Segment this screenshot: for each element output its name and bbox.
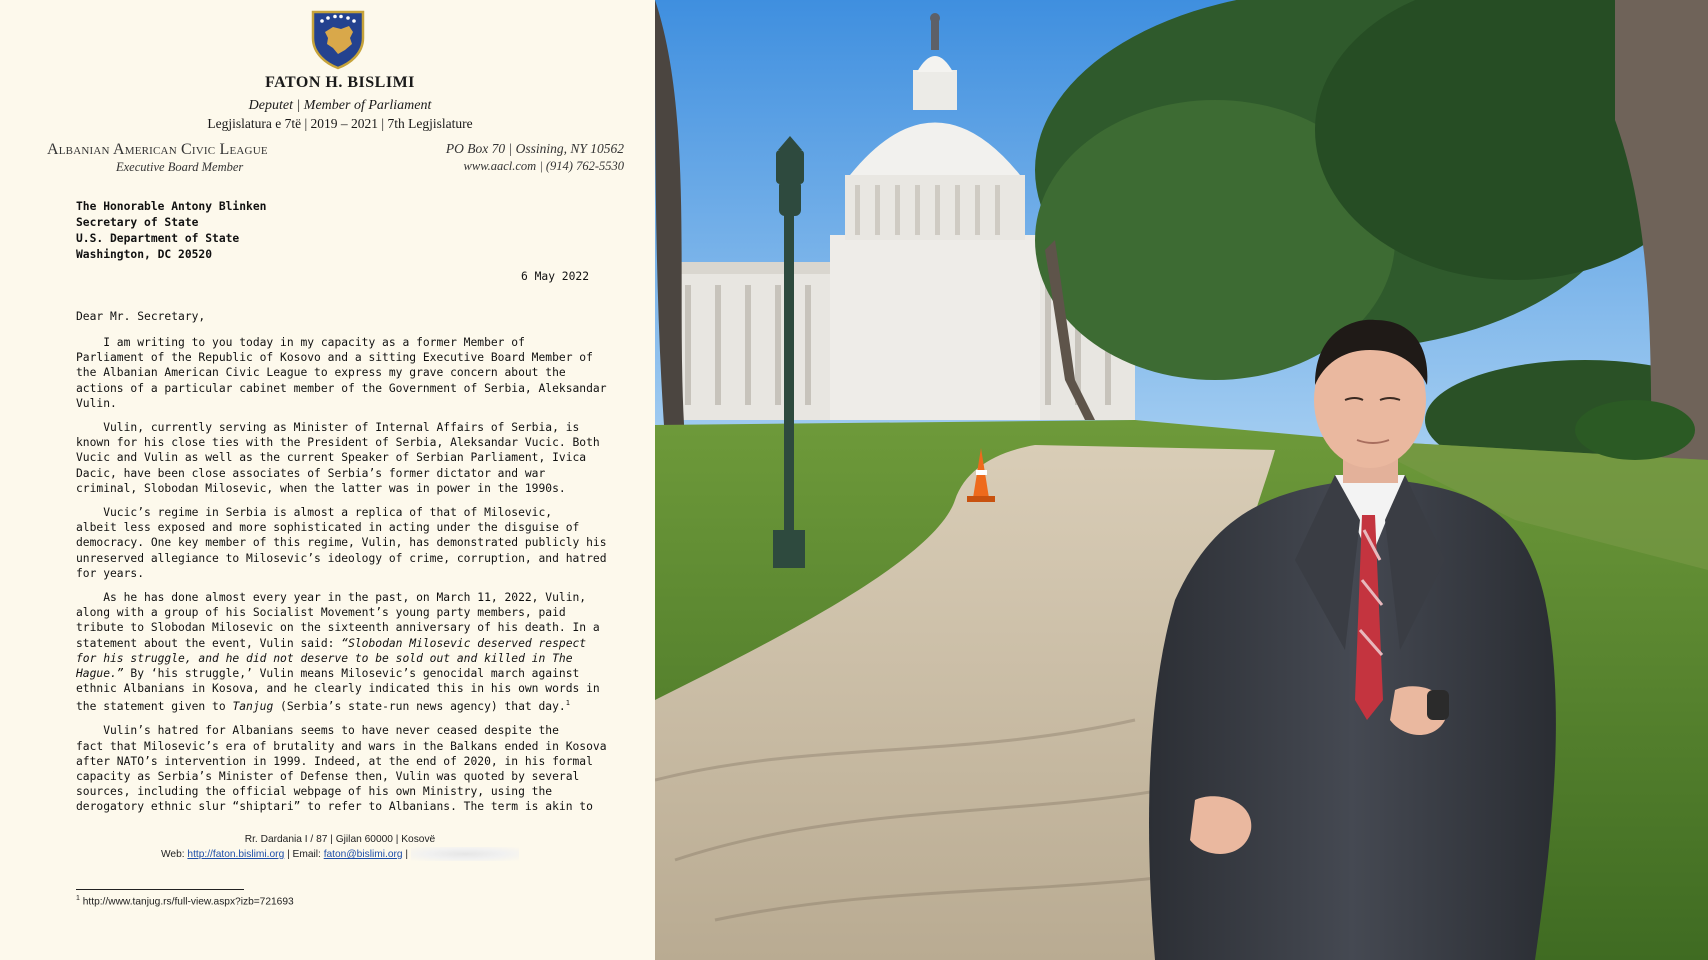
letterhead-name-block <box>0 74 655 132</box>
org-contact: www.aacl.com | (914) 762-5530 <box>463 159 624 173</box>
paragraph-text: (Serbia’s state-run news agency) that day. <box>273 700 566 714</box>
email-label: | Email: <box>284 849 324 860</box>
footer-contact <box>0 847 655 862</box>
paragraph-text: As he has done almost every year in the past, on March 11, 2022, Vulin, along with a group of his Socialist Movement’s young party members, paid tribute to Slobodan Milosevic on the sixteenth anniversary of his death. In a statement about the event, Vulin said: <box>76 591 600 650</box>
photo-illustration <box>655 0 1708 960</box>
letter-document <box>0 0 655 960</box>
paragraph: Vucic’s regime in Serbia is almost a replica of that of Milosevic, albeit less exposed and more sophisticated in acting under the disguise of democracy. One key member of this regime, Vulin, has demonstrated publicly his unreserved allegiance to Milosevic’s ideology of crime, corruption, and hatred for years. <box>76 506 607 580</box>
separator: | <box>402 849 409 860</box>
hedge <box>1575 400 1695 460</box>
footnote <box>76 895 294 907</box>
footer-address: Rr. Dardania I / 87 | Gjilan 60000 | Kosovë <box>244 834 436 845</box>
capitol-photo <box>655 0 1708 960</box>
org-name: Albanian American Civic League <box>47 141 268 158</box>
sender-name: FATON H. BISLIMI <box>265 74 415 91</box>
org-address: PO Box 70 | Ossining, NY 10562 <box>445 141 624 156</box>
quote-text: “Slobodan Milosevic deserved respect for his struggle, and he did not deserve to be sold out and killed in The Hague.” <box>76 636 587 681</box>
web-label: Web: <box>160 849 188 860</box>
recipient-line: The Honorable Antony Blinken <box>76 200 267 213</box>
org-title: Executive Board Member <box>116 160 244 174</box>
tanjug-text: Tanjug <box>232 700 274 714</box>
paragraph-text: By ‘his struggle,’ Vulin means Milosevic’s genocidal march against ethnic Albanians in Kosova, and he clearly indicated this in his own words in the statement given to <box>76 667 600 714</box>
legislature-line: Legjislatura e 7të | 2019 – 2021 | 7th Legjislature <box>207 116 473 131</box>
org-contact-block <box>446 141 624 174</box>
letter-footer <box>0 832 655 862</box>
recipient-line: Secretary of State <box>76 216 199 229</box>
letter-date: 6 May 2022 <box>521 270 590 283</box>
footnote-text: http://www.tanjug.rs/full-view.aspx?izb=721693 <box>79 896 294 908</box>
web-link[interactable]: http://faton.bislimi.org <box>187 849 285 860</box>
redacted-blur <box>411 847 519 861</box>
footnote-ref: 1 <box>565 699 570 708</box>
footnote-divider <box>76 889 244 890</box>
salutation: Dear Mr. Secretary, <box>76 310 206 323</box>
letter-body <box>76 335 616 824</box>
email-link[interactable]: faton@bislimi.org <box>323 849 403 860</box>
paragraph: I am writing to you today in my capacity as a former Member of Parliament of the Republic of Kosovo and a sitting Executive Board Member of the Albanian American Civic League to express my grave concern about the actions of a particular cabinet member of the Government of Serbia, Aleksandar Vulin. <box>76 336 607 410</box>
org-block <box>47 141 268 175</box>
footnote-mark: 1 <box>76 895 80 902</box>
paragraph <box>76 590 616 714</box>
recipient-line: Washington, DC 20520 <box>76 248 213 261</box>
paragraph: Vulin’s hatred for Albanians seems to have never ceased despite the fact that Milosevic’s era of brutality and wars in the Balkans ended in Kosova after NATO’s intervention in 1999. Indeed, at the end of 2020, in his formal capacity as Serbia’s Minister of Defense then, Vulin was quoted by several sources, including the official webpage of his own Ministry, using the derogatory ethnic slur “shiptari” to refer to Albanians. The term is akin to <box>76 724 607 814</box>
sender-role: Deputet | Member of Parliament <box>248 98 432 113</box>
kosovo-emblem-icon <box>309 8 367 70</box>
paragraph: Vulin, currently serving as Minister of Internal Affairs of Serbia, is known for his close ties with the President of Serbia, Aleksandar Vucic. Both Vucic and Vulin as well as the current Speaker of Serbian Parliament, Ivica Dacic, have been close associates of Serbia’s former dictator and war criminal, Slobodan Milosevic, when the latter was in power in the 1990s. <box>76 421 600 495</box>
recipient-line: U.S. Department of State <box>76 232 240 245</box>
recipient-address <box>76 199 266 263</box>
